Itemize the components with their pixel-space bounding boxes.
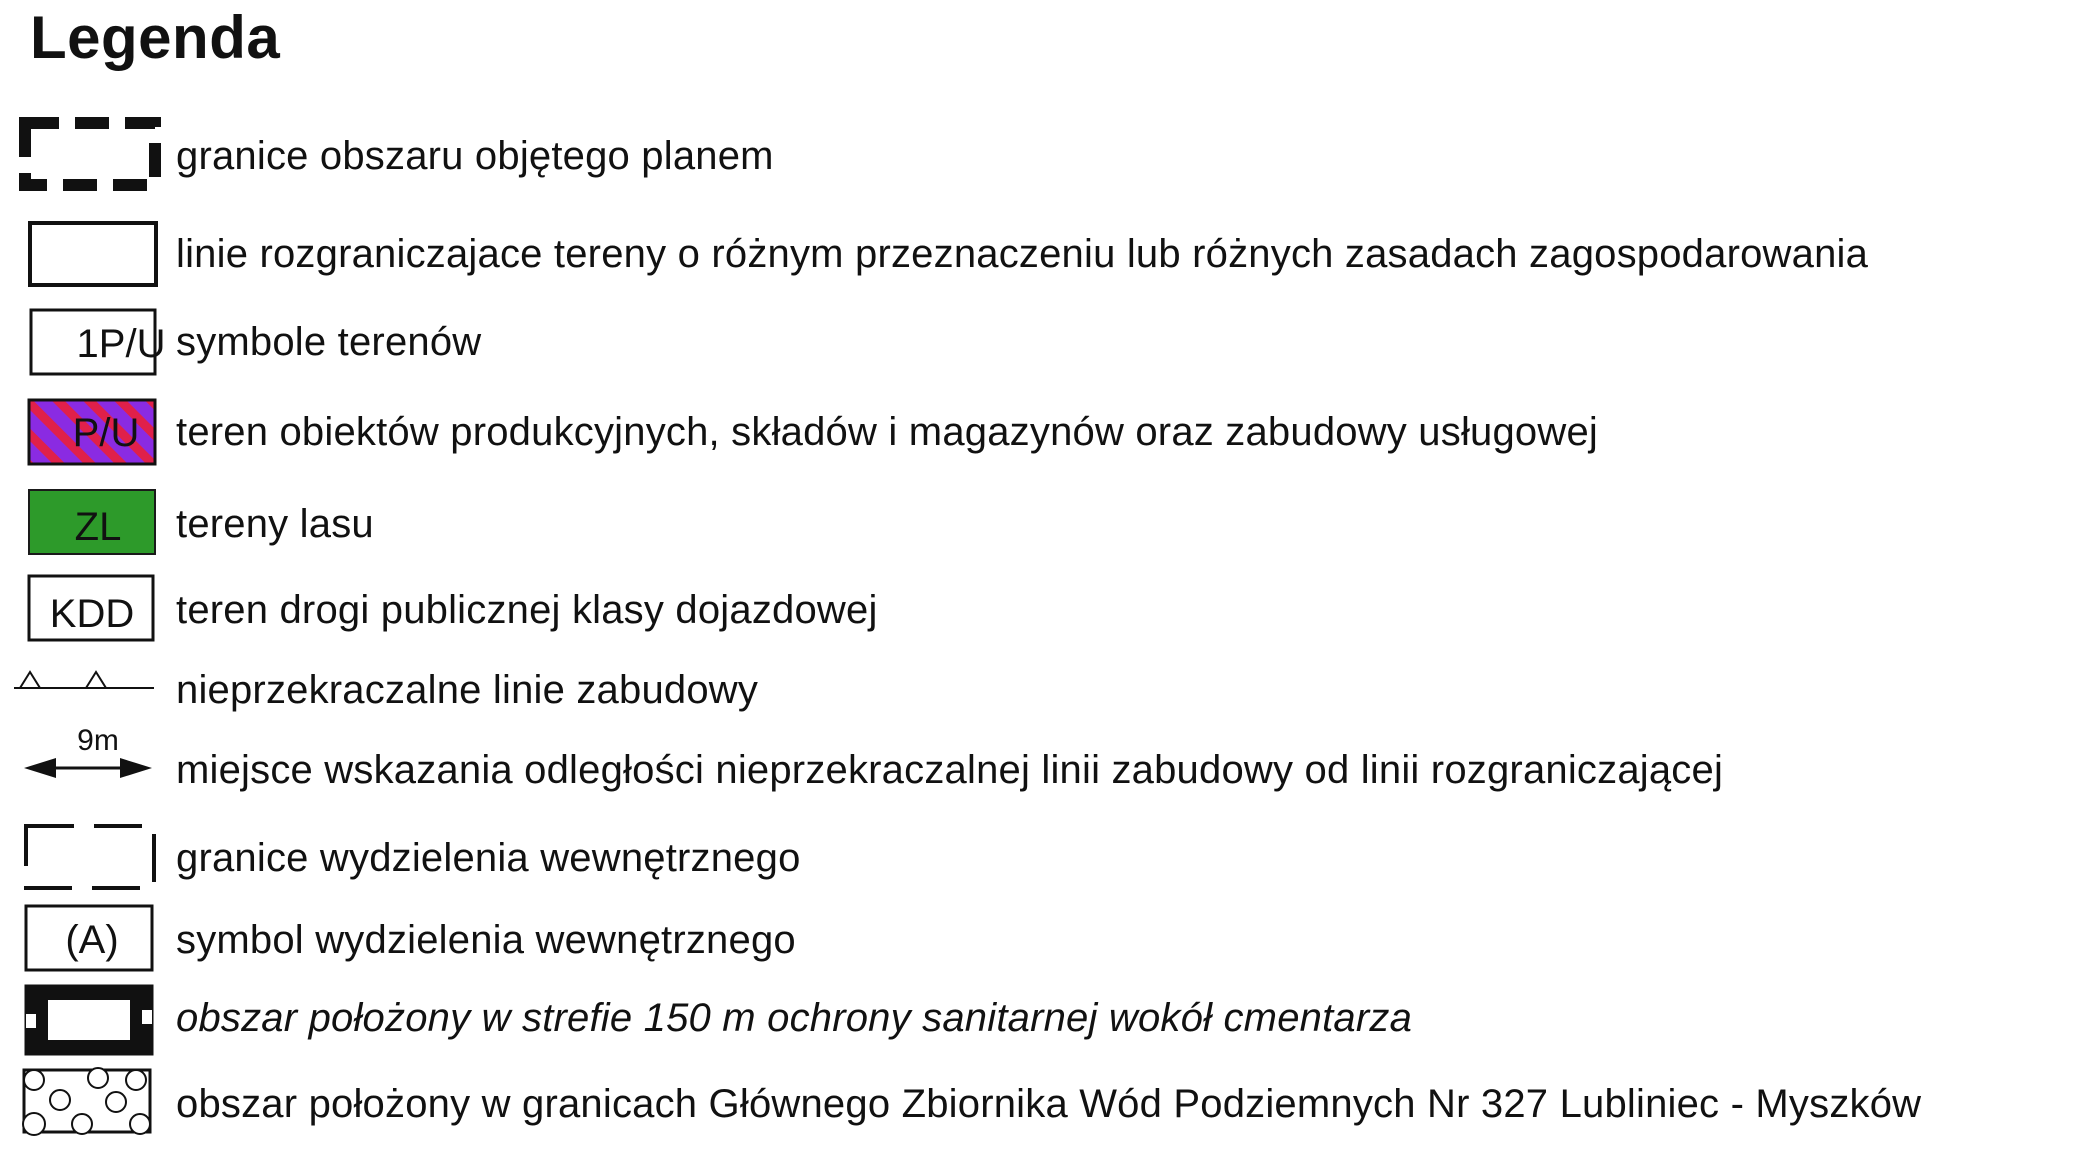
legend-item-label: obszar położony w granicach Głównego Zbiornika Wód Podziemnych Nr 327 Lubliniec - Myszków bbox=[176, 1082, 1922, 1126]
legend-item-label: obszar położony w strefie 150 m ochrony sanitarnej wokół cmentarza bbox=[176, 996, 1413, 1040]
thin-rectangle-icon bbox=[18, 220, 168, 290]
legend-item-label: miejsce wskazania odległości nieprzekraczalnej linii zabudowy od linii rozgraniczającej bbox=[176, 748, 1724, 792]
legend-item-label: granice obszaru objętego planem bbox=[176, 134, 774, 178]
road-symbol-text: KDD bbox=[49, 592, 135, 636]
legend-item-label: teren obiektów produkcyjnych, składów i magazynów oraz zabudowy usługowej bbox=[176, 410, 1599, 454]
legend-item-label: tereny lasu bbox=[176, 502, 374, 546]
legend-item-label: granice wydzielenia wewnętrznego bbox=[176, 836, 801, 880]
forest-symbol-text: ZL bbox=[74, 505, 122, 549]
road-symbol-box bbox=[18, 574, 168, 646]
building-line-icon bbox=[14, 664, 164, 704]
circles-pattern-icon bbox=[16, 1066, 166, 1146]
legend-title: Legenda bbox=[30, 4, 281, 71]
forest-green-icon bbox=[18, 488, 168, 560]
area-symbol-box bbox=[18, 308, 168, 380]
legend-item-label: linie rozgraniczajace tereny o różnym przeznaczeniu lub różnych zasadach zagospodarowania bbox=[176, 232, 1869, 276]
production-symbol-text: P/U bbox=[72, 411, 140, 455]
cemetery-zone-icon bbox=[22, 984, 172, 1058]
distance-value-text: 9m bbox=[77, 724, 119, 757]
double-arrow-icon bbox=[22, 722, 172, 786]
dashed-boundary-icon bbox=[22, 822, 172, 892]
legend-item-label: teren drogi publicznej klasy dojazdowej bbox=[176, 588, 878, 632]
hatched-production-icon bbox=[18, 398, 168, 470]
division-symbol-text: (A) bbox=[65, 918, 119, 962]
thick-dashed-boundary-icon bbox=[18, 116, 168, 196]
legend-item-label: symbole terenów bbox=[176, 320, 482, 364]
area-symbol-text: 1P/U bbox=[76, 322, 166, 366]
legend-item-label: nieprzekraczalne linie zabudowy bbox=[176, 668, 759, 712]
legend-item-label: symbol wydzielenia wewnętrznego bbox=[176, 918, 796, 962]
division-symbol-box bbox=[22, 904, 172, 974]
